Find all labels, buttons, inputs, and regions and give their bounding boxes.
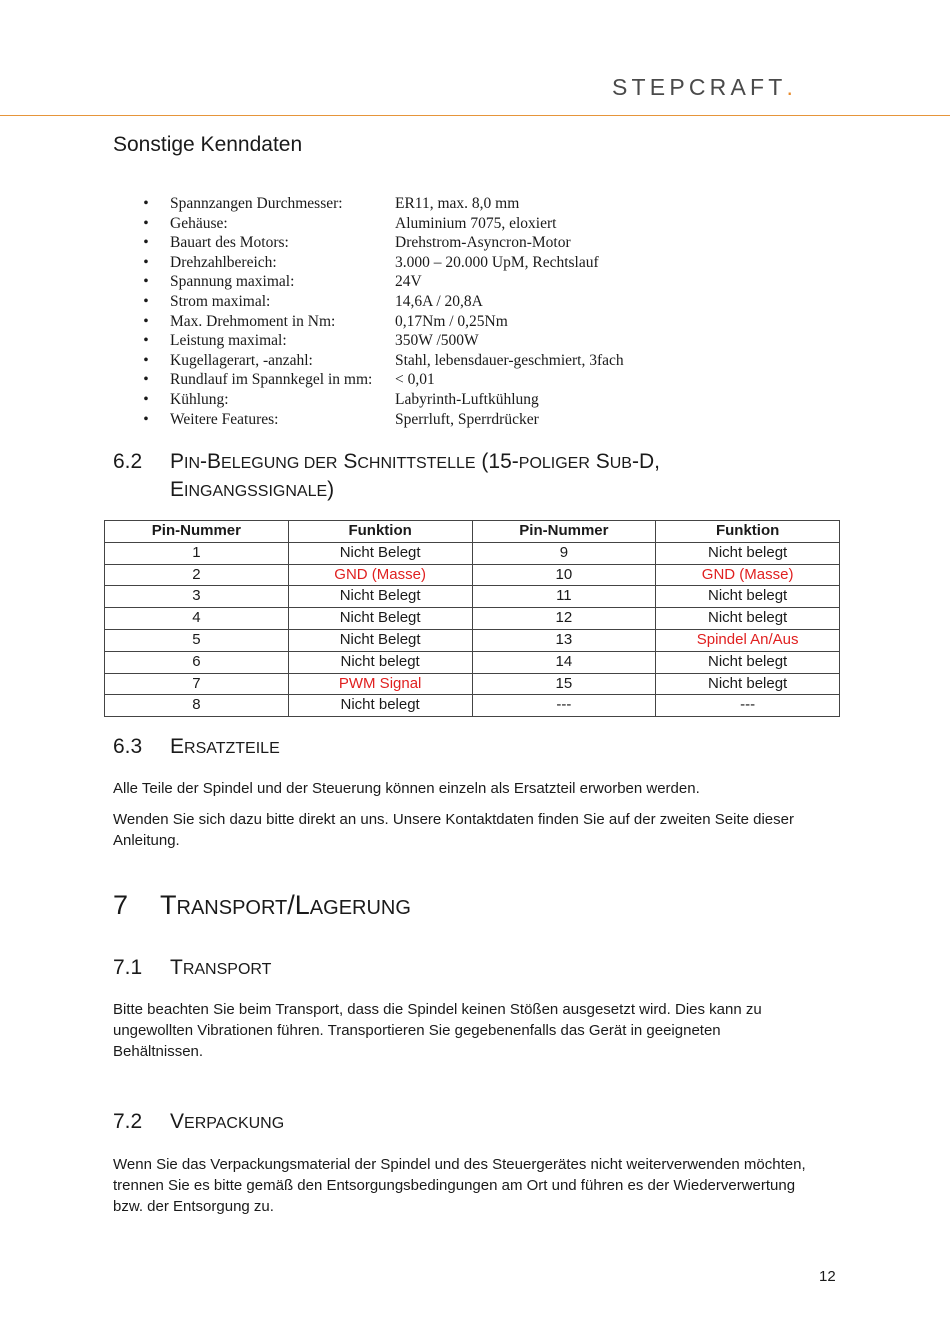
- function-cell: Nicht belegt: [656, 542, 840, 564]
- column-header: Funktion: [656, 521, 840, 543]
- spec-key: Strom maximal:: [170, 292, 271, 310]
- section-number: 7.1: [113, 956, 143, 979]
- spec-value: Sperrluft, Sperrdrücker: [395, 410, 539, 428]
- spec-key: Drehzahlbereich:: [170, 253, 277, 271]
- section-title-line1: PIN-BELEGUNG DER SCHNITTSTELLE (15-POLIGER SUB-D,: [170, 450, 660, 473]
- bullet-icon: •: [143, 292, 149, 310]
- section-heading-7-1: [113, 956, 513, 984]
- pin-number-cell: 9: [472, 542, 656, 564]
- bullet-icon: •: [143, 214, 149, 232]
- paragraph-ersatzteile-2: Wenden Sie sich dazu bitte direkt an uns. Unsere Kontaktdaten finden Sie auf der zweiten Seite dieser Anleitung.: [113, 811, 794, 849]
- header-divider: [0, 115, 950, 116]
- function-cell: GND (Masse): [288, 564, 472, 586]
- bullet-icon: •: [143, 273, 149, 291]
- section-number: 6.3: [113, 735, 143, 758]
- table-header-row: [105, 521, 840, 543]
- spec-key: Weitere Features:: [170, 410, 279, 428]
- bullet-icon: •: [143, 410, 149, 428]
- logo-text: STEPCRAFT: [612, 74, 787, 100]
- spec-key: Spannzangen Durchmesser:: [170, 195, 343, 212]
- function-cell: Nicht belegt: [656, 586, 840, 608]
- paragraph-transport: Bitte beachten Sie beim Transport, dass die Spindel keinen Stößen ausgesetzt wird. Dies kann zu ungewollten Vibrationen führen. Transportieren Sie gegebenenfalls das Gerät in geeigneten Behältnissen.: [113, 1001, 762, 1060]
- bullet-icon: •: [143, 312, 149, 330]
- column-header: Pin-Nummer: [105, 521, 289, 543]
- pin-number-cell: 2: [105, 564, 289, 586]
- spec-value: Aluminium 7075, eloxiert: [395, 214, 557, 232]
- pin-number-cell: 12: [472, 608, 656, 630]
- spec-value: 3.000 – 20.000 UpM, Rechtslauf: [395, 253, 599, 271]
- spec-value: Stahl, lebensdauer-geschmiert, 3fach: [395, 351, 624, 369]
- pin-number-cell: 10: [472, 564, 656, 586]
- bullet-icon: •: [143, 371, 149, 389]
- pin-table-body: [105, 542, 840, 716]
- table-row: [105, 608, 840, 630]
- paragraph-verpackung: Wenn Sie das Verpackungsmaterial der Spindel und des Steuergerätes nicht weiterverwenden möchten, trennen Sie es bitte gemäß den Entsorgungsbedingungen am Ort und führen es der Wiederverwertung bzw. der Entsorgung zu.: [113, 1156, 806, 1215]
- spec-key: Spannung maximal:: [170, 273, 295, 291]
- section-title: ERSATZTEILE: [170, 735, 280, 758]
- column-header: Funktion: [288, 521, 472, 543]
- bullet-icon: •: [143, 390, 149, 408]
- bullet-icon: •: [143, 253, 149, 271]
- table-row: [105, 586, 840, 608]
- page-number: 12: [819, 1268, 836, 1285]
- section-heading-6-3: [113, 735, 513, 763]
- spec-key: Kühlung:: [170, 390, 229, 408]
- function-cell: Nicht belegt: [656, 673, 840, 695]
- section-title: VERPACKUNG: [170, 1110, 285, 1133]
- spec-value: 0,17Nm / 0,25Nm: [395, 312, 508, 330]
- spec-key: Rundlauf im Spannkegel in mm:: [170, 371, 373, 389]
- spec-value: Drehstrom-Asyncron-Motor: [395, 234, 571, 252]
- spec-key: Gehäuse:: [170, 214, 228, 232]
- function-cell: ---: [656, 695, 840, 717]
- function-cell: GND (Masse): [656, 564, 840, 586]
- pin-number-cell: 7: [105, 673, 289, 695]
- pin-number-cell: 6: [105, 651, 289, 673]
- chapter-number: 7: [113, 890, 129, 920]
- brand-logo: [612, 74, 793, 101]
- section-heading-7-2: [113, 1110, 513, 1138]
- function-cell: Nicht belegt: [656, 608, 840, 630]
- table-row: [105, 651, 840, 673]
- pin-number-cell: 4: [105, 608, 289, 630]
- logo-dot: .: [786, 74, 793, 100]
- spec-key: Bauart des Motors:: [170, 234, 289, 252]
- chapter-heading-7: [113, 890, 613, 926]
- spec-key: Max. Drehmoment in Nm:: [170, 312, 336, 330]
- pin-number-cell: 1: [105, 542, 289, 564]
- table-row: [105, 673, 840, 695]
- function-cell: Nicht Belegt: [288, 586, 472, 608]
- pin-number-cell: 11: [472, 586, 656, 608]
- spec-value: 350W /500W: [395, 332, 479, 350]
- pin-number-cell: 15: [472, 673, 656, 695]
- section-number: 6.2: [113, 450, 143, 473]
- spec-value: 24V: [395, 273, 422, 291]
- title-cap: P: [170, 450, 185, 473]
- spec-value: < 0,01: [395, 371, 435, 389]
- column-header: Pin-Nummer: [472, 521, 656, 543]
- function-cell: Nicht belegt: [288, 695, 472, 717]
- pin-number-cell: 13: [472, 629, 656, 651]
- function-cell: Nicht Belegt: [288, 608, 472, 630]
- table-row: [105, 629, 840, 651]
- section-heading-6-2: [113, 450, 833, 510]
- pin-number-cell: 3: [105, 586, 289, 608]
- spec-key: Kugellagerart, -anzahl:: [170, 351, 313, 369]
- bullet-icon: •: [143, 332, 149, 350]
- function-cell: Nicht belegt: [656, 651, 840, 673]
- paragraph-ersatzteile-1: Alle Teile der Spindel und der Steuerung können einzeln als Ersatzteil erworben werden.: [113, 780, 700, 797]
- pin-assignment-table: [104, 520, 840, 717]
- function-cell: Nicht Belegt: [288, 542, 472, 564]
- pin-number-cell: ---: [472, 695, 656, 717]
- table-row: [105, 542, 840, 564]
- bullet-icon: •: [143, 234, 149, 252]
- pin-number-cell: 8: [105, 695, 289, 717]
- bullet-icon: •: [143, 351, 149, 369]
- chapter-title: TRANSPORT/LAGERUNG: [160, 890, 411, 920]
- section-title: TRANSPORT: [170, 956, 272, 979]
- function-cell: Nicht Belegt: [288, 629, 472, 651]
- function-cell: Spindel An/Aus: [656, 629, 840, 651]
- table-row: [105, 564, 840, 586]
- spec-value: ER11, max. 8,0 mm: [395, 195, 520, 212]
- function-cell: PWM Signal: [288, 673, 472, 695]
- spec-value: 14,6A / 20,8A: [395, 292, 483, 310]
- section-title-sonstige: Sonstige Kenndaten: [113, 133, 303, 156]
- section-title-line2: EINGANGSSIGNALE): [170, 478, 335, 501]
- table-row: [105, 695, 840, 717]
- spec-key: Leistung maximal:: [170, 332, 287, 350]
- function-cell: Nicht belegt: [288, 651, 472, 673]
- spec-value: Labyrinth-Luftkühlung: [395, 390, 539, 408]
- pin-number-cell: 5: [105, 629, 289, 651]
- pin-number-cell: 14: [472, 651, 656, 673]
- section-number: 7.2: [113, 1110, 143, 1133]
- bullet-icon: •: [143, 195, 149, 212]
